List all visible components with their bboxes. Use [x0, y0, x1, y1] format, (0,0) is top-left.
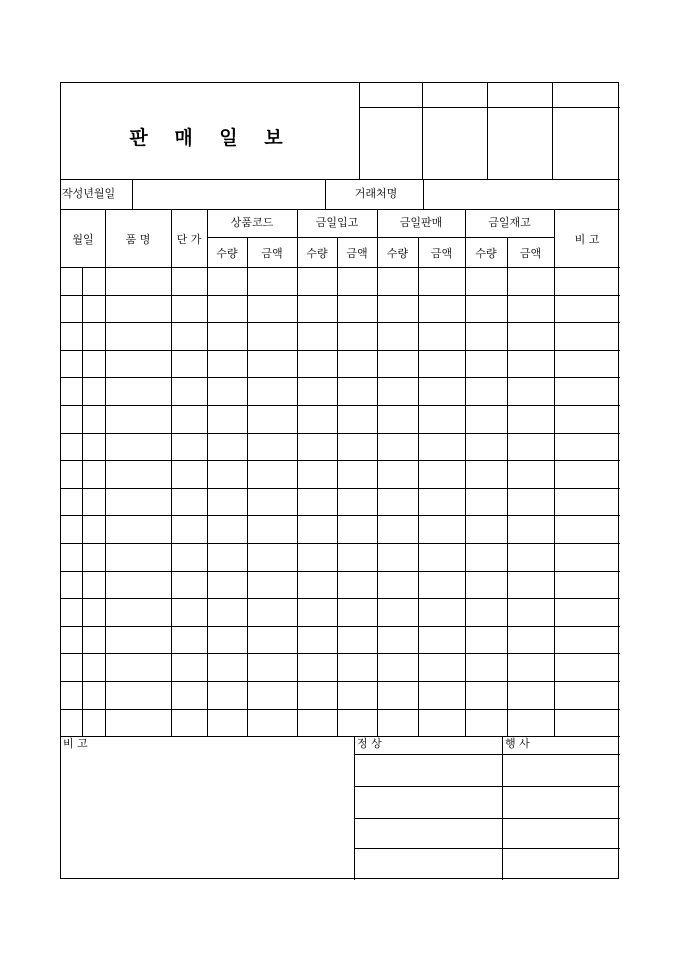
bottom-remarks-field[interactable] [61, 751, 354, 878]
grid-line [61, 350, 620, 351]
event-label: 행 사 [505, 737, 530, 750]
grid-line [61, 295, 620, 296]
bottom-remarks-label: 비 고 [63, 737, 88, 750]
sub-header-qty: 수량 [306, 247, 328, 260]
grid-line [418, 237, 419, 736]
grid-line [354, 818, 620, 819]
grid-line [61, 405, 620, 406]
sub-header-amount: 금액 [430, 247, 453, 260]
sub-header-qty: 수량 [475, 247, 497, 260]
grid-line [552, 83, 553, 179]
grid-line [354, 786, 620, 787]
grid-line [507, 237, 508, 736]
header-today-stock: 금일재고 [488, 216, 531, 229]
sub-header-amount: 금액 [346, 247, 368, 260]
grid-line [422, 83, 423, 179]
grid-line [61, 543, 620, 544]
header-today-sales: 금일판매 [399, 216, 443, 229]
grid-line [105, 209, 106, 736]
grid-line [359, 83, 360, 179]
header-today-in: 금일입고 [315, 216, 359, 229]
grid-line [61, 736, 620, 737]
grid-line [61, 377, 620, 378]
grid-line [61, 488, 620, 489]
header-product-code: 상품코드 [230, 216, 274, 229]
date-label: 작성년월일 [62, 187, 116, 200]
form-title: 판 매 일 보 [129, 127, 293, 149]
grid-line [61, 709, 620, 710]
grid-line [337, 237, 338, 736]
header-month-day: 월일 [72, 233, 94, 246]
grid-line [325, 179, 326, 209]
grid-line [61, 681, 620, 682]
sub-header-amount: 금액 [261, 247, 283, 260]
sub-header-qty: 수량 [216, 247, 238, 260]
grid-line [354, 754, 620, 755]
grid-line [207, 209, 208, 736]
grid-line [61, 460, 620, 461]
client-label: 거래처명 [354, 187, 398, 200]
settlement-label: 정 상 [357, 737, 382, 750]
sales-daily-report-form [60, 82, 619, 879]
sub-header-amount: 금액 [519, 247, 542, 260]
grid-line [61, 571, 620, 572]
grid-line [171, 209, 172, 736]
grid-line [61, 598, 620, 599]
grid-line [61, 322, 620, 323]
grid-line [61, 209, 620, 210]
grid-line [61, 433, 620, 434]
grid-line [61, 515, 620, 516]
grid-line [354, 736, 355, 880]
grid-line [359, 107, 620, 108]
sub-header-qty: 수량 [386, 247, 409, 260]
grid-line [61, 626, 620, 627]
grid-line [377, 209, 378, 736]
grid-line [82, 267, 83, 736]
header-remarks: 비 고 [574, 233, 600, 246]
grid-line [487, 83, 488, 179]
header-unit-price: 단 가 [176, 233, 202, 246]
client-field[interactable] [423, 179, 619, 208]
grid-line [207, 237, 554, 238]
grid-line [502, 736, 503, 880]
grid-line [554, 209, 555, 736]
grid-line [61, 653, 620, 654]
grid-line [61, 267, 620, 268]
grid-line [247, 237, 248, 736]
grid-line [354, 848, 620, 849]
header-item-name: 품 명 [125, 233, 151, 246]
grid-line [297, 209, 298, 736]
date-field[interactable] [132, 179, 325, 208]
grid-line [465, 209, 466, 736]
